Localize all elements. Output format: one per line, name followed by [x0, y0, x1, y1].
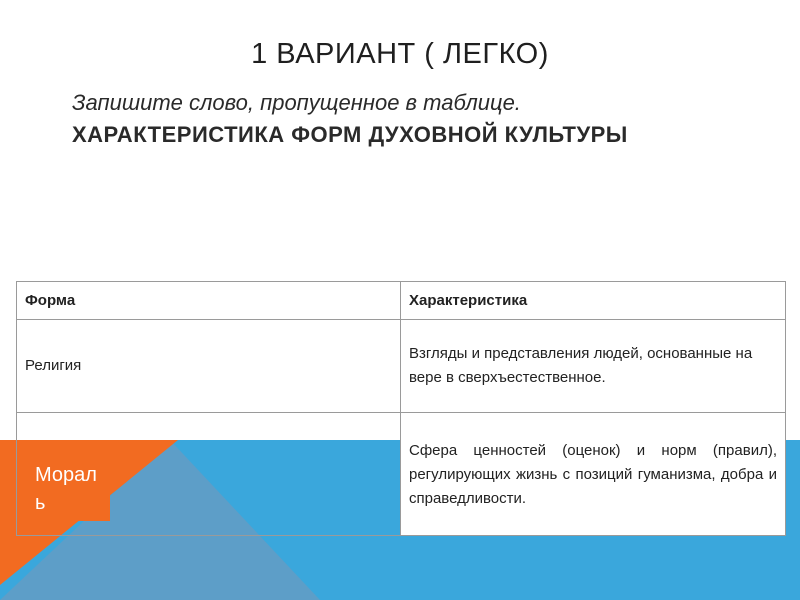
form-cell: Религия: [17, 320, 401, 413]
column-header-characteristic: Характеристика: [401, 282, 786, 320]
slide-subtitle: Запишите слово, пропущенное в таблице.: [72, 90, 521, 115]
answer-box: Мораль: [25, 455, 110, 521]
characteristic-cell: Взгляды и представления людей, основанные на вере в сверхъестественное.: [401, 320, 786, 413]
table-row: [17, 413, 786, 536]
characteristic-cell: Сфера ценностей (оценок) и норм (правил), регулирующих жизнь с позиций гуманизма, добра и справедливости.: [401, 413, 786, 536]
culture-forms-table: [16, 281, 786, 536]
slide-heading: ХАРАКТЕРИСТИКА ФОРМ ДУХОВНОЙ КУЛЬТУРЫ: [72, 122, 628, 147]
column-header-form: Форма: [17, 282, 401, 320]
slide-title: 1 ВАРИАНТ ( ЛЕГКО): [251, 38, 549, 70]
table-row: [17, 320, 786, 413]
table-header-row: [17, 282, 786, 320]
